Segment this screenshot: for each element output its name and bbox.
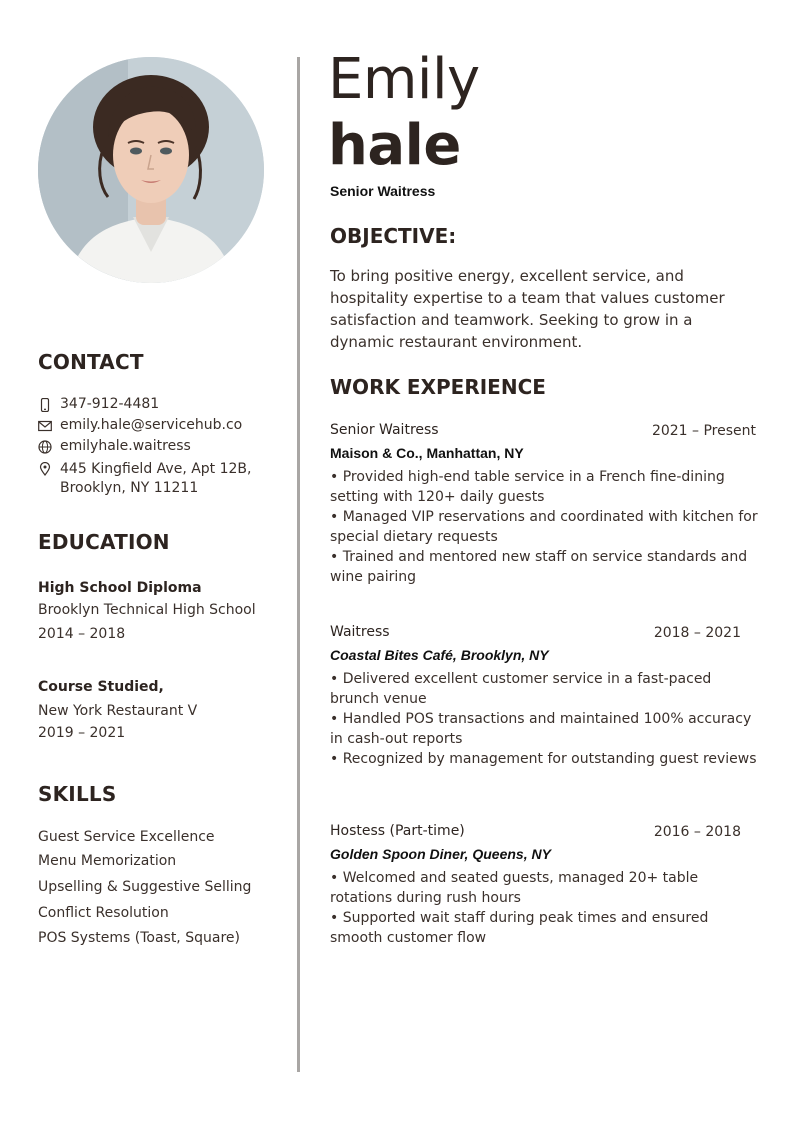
job-company: Coastal Bites Café, Brooklyn, NY: [330, 647, 549, 663]
job-title: Hostess (Part-time): [330, 823, 465, 839]
education-years: 2019 – 2021: [38, 725, 126, 741]
column-divider: [297, 57, 300, 1072]
job-company: Golden Spoon Diner, Queens, NY: [330, 846, 551, 862]
job-bullet: • Welcomed and seated guests, managed 20+ table rotations during rush hours: [330, 870, 699, 906]
job-title: Waitress: [330, 624, 390, 640]
job-bullet: • Handled POS transactions and maintained 100% accuracy in cash-out reports: [330, 711, 752, 747]
first-name: Emily: [328, 47, 480, 112]
skill-item: Guest Service Excellence: [38, 829, 215, 845]
job-dates: 2021 – Present: [651, 423, 756, 439]
education-years: 2014 – 2018: [38, 626, 126, 642]
location-pin-icon: [38, 462, 52, 476]
job-bullet: • Recognized by management for outstanding guest reviews: [330, 751, 757, 767]
objective-text: To bring positive energy, excellent service, and hospitality expertise to a team that values customer satisfaction and teamwork. Seeking to grow in a dynamic restaurant environment.: [330, 267, 725, 351]
contact-heading: CONTACT: [38, 350, 144, 374]
job-bullets: [330, 868, 760, 948]
job-bullet: • Provided high-end table service in a French fine-dining setting with 120+ daily guests: [330, 469, 725, 505]
address-line1: 445 Kingfield Ave, Apt 12B,: [60, 461, 252, 477]
skill-item: Conflict Resolution: [38, 905, 169, 921]
last-name: hale: [328, 113, 461, 178]
profile-photo: [38, 57, 264, 283]
job-title: Senior Waitress: [330, 422, 439, 438]
education-school: Brooklyn Technical High School: [38, 602, 256, 618]
phone-icon: [38, 398, 52, 412]
phone-text: 347-912-4481: [60, 396, 160, 412]
job-bullets: [330, 669, 760, 769]
job-company: Maison & Co., Manhattan, NY: [330, 445, 524, 461]
education-degree: High School Diploma: [38, 580, 202, 596]
role-title: Senior Waitress: [330, 183, 436, 199]
job-dates: 2018 – 2021: [653, 625, 741, 641]
contact-address: [38, 460, 252, 498]
address-line2: Brooklyn, NY 11211: [60, 480, 199, 496]
objective-heading: OBJECTIVE:: [330, 224, 457, 248]
contact-web: [38, 438, 191, 454]
email-text: emily.hale@servicehub.co: [60, 417, 243, 433]
envelope-icon: [38, 419, 52, 433]
education-school: New York Restaurant V: [38, 703, 198, 719]
web-text: emilyhale.waitress: [60, 438, 191, 454]
job-dates: 2016 – 2018: [653, 824, 741, 840]
job-bullet: • Supported wait staff during peak times and ensured smooth customer flow: [330, 910, 709, 946]
job-bullet: • Managed VIP reservations and coordinated with kitchen for special dietary requests: [330, 509, 758, 545]
skill-item: Upselling & Suggestive Selling: [38, 879, 252, 895]
education-heading: EDUCATION: [38, 530, 170, 554]
contact-email: [38, 417, 242, 433]
job-bullet: • Delivered excellent customer service in a fast-paced brunch venue: [330, 671, 712, 707]
experience-heading: WORK EXPERIENCE: [330, 375, 546, 399]
skill-item: Menu Memorization: [38, 853, 177, 869]
contact-phone: [38, 396, 159, 412]
skill-item: POS Systems (Toast, Square): [38, 930, 240, 946]
job-bullets: [330, 467, 760, 587]
skills-heading: SKILLS: [38, 782, 117, 806]
education-degree: Course Studied,: [38, 679, 164, 695]
globe-icon: [38, 440, 52, 454]
job-bullet: • Trained and mentored new staff on service standards and wine pairing: [330, 549, 748, 585]
